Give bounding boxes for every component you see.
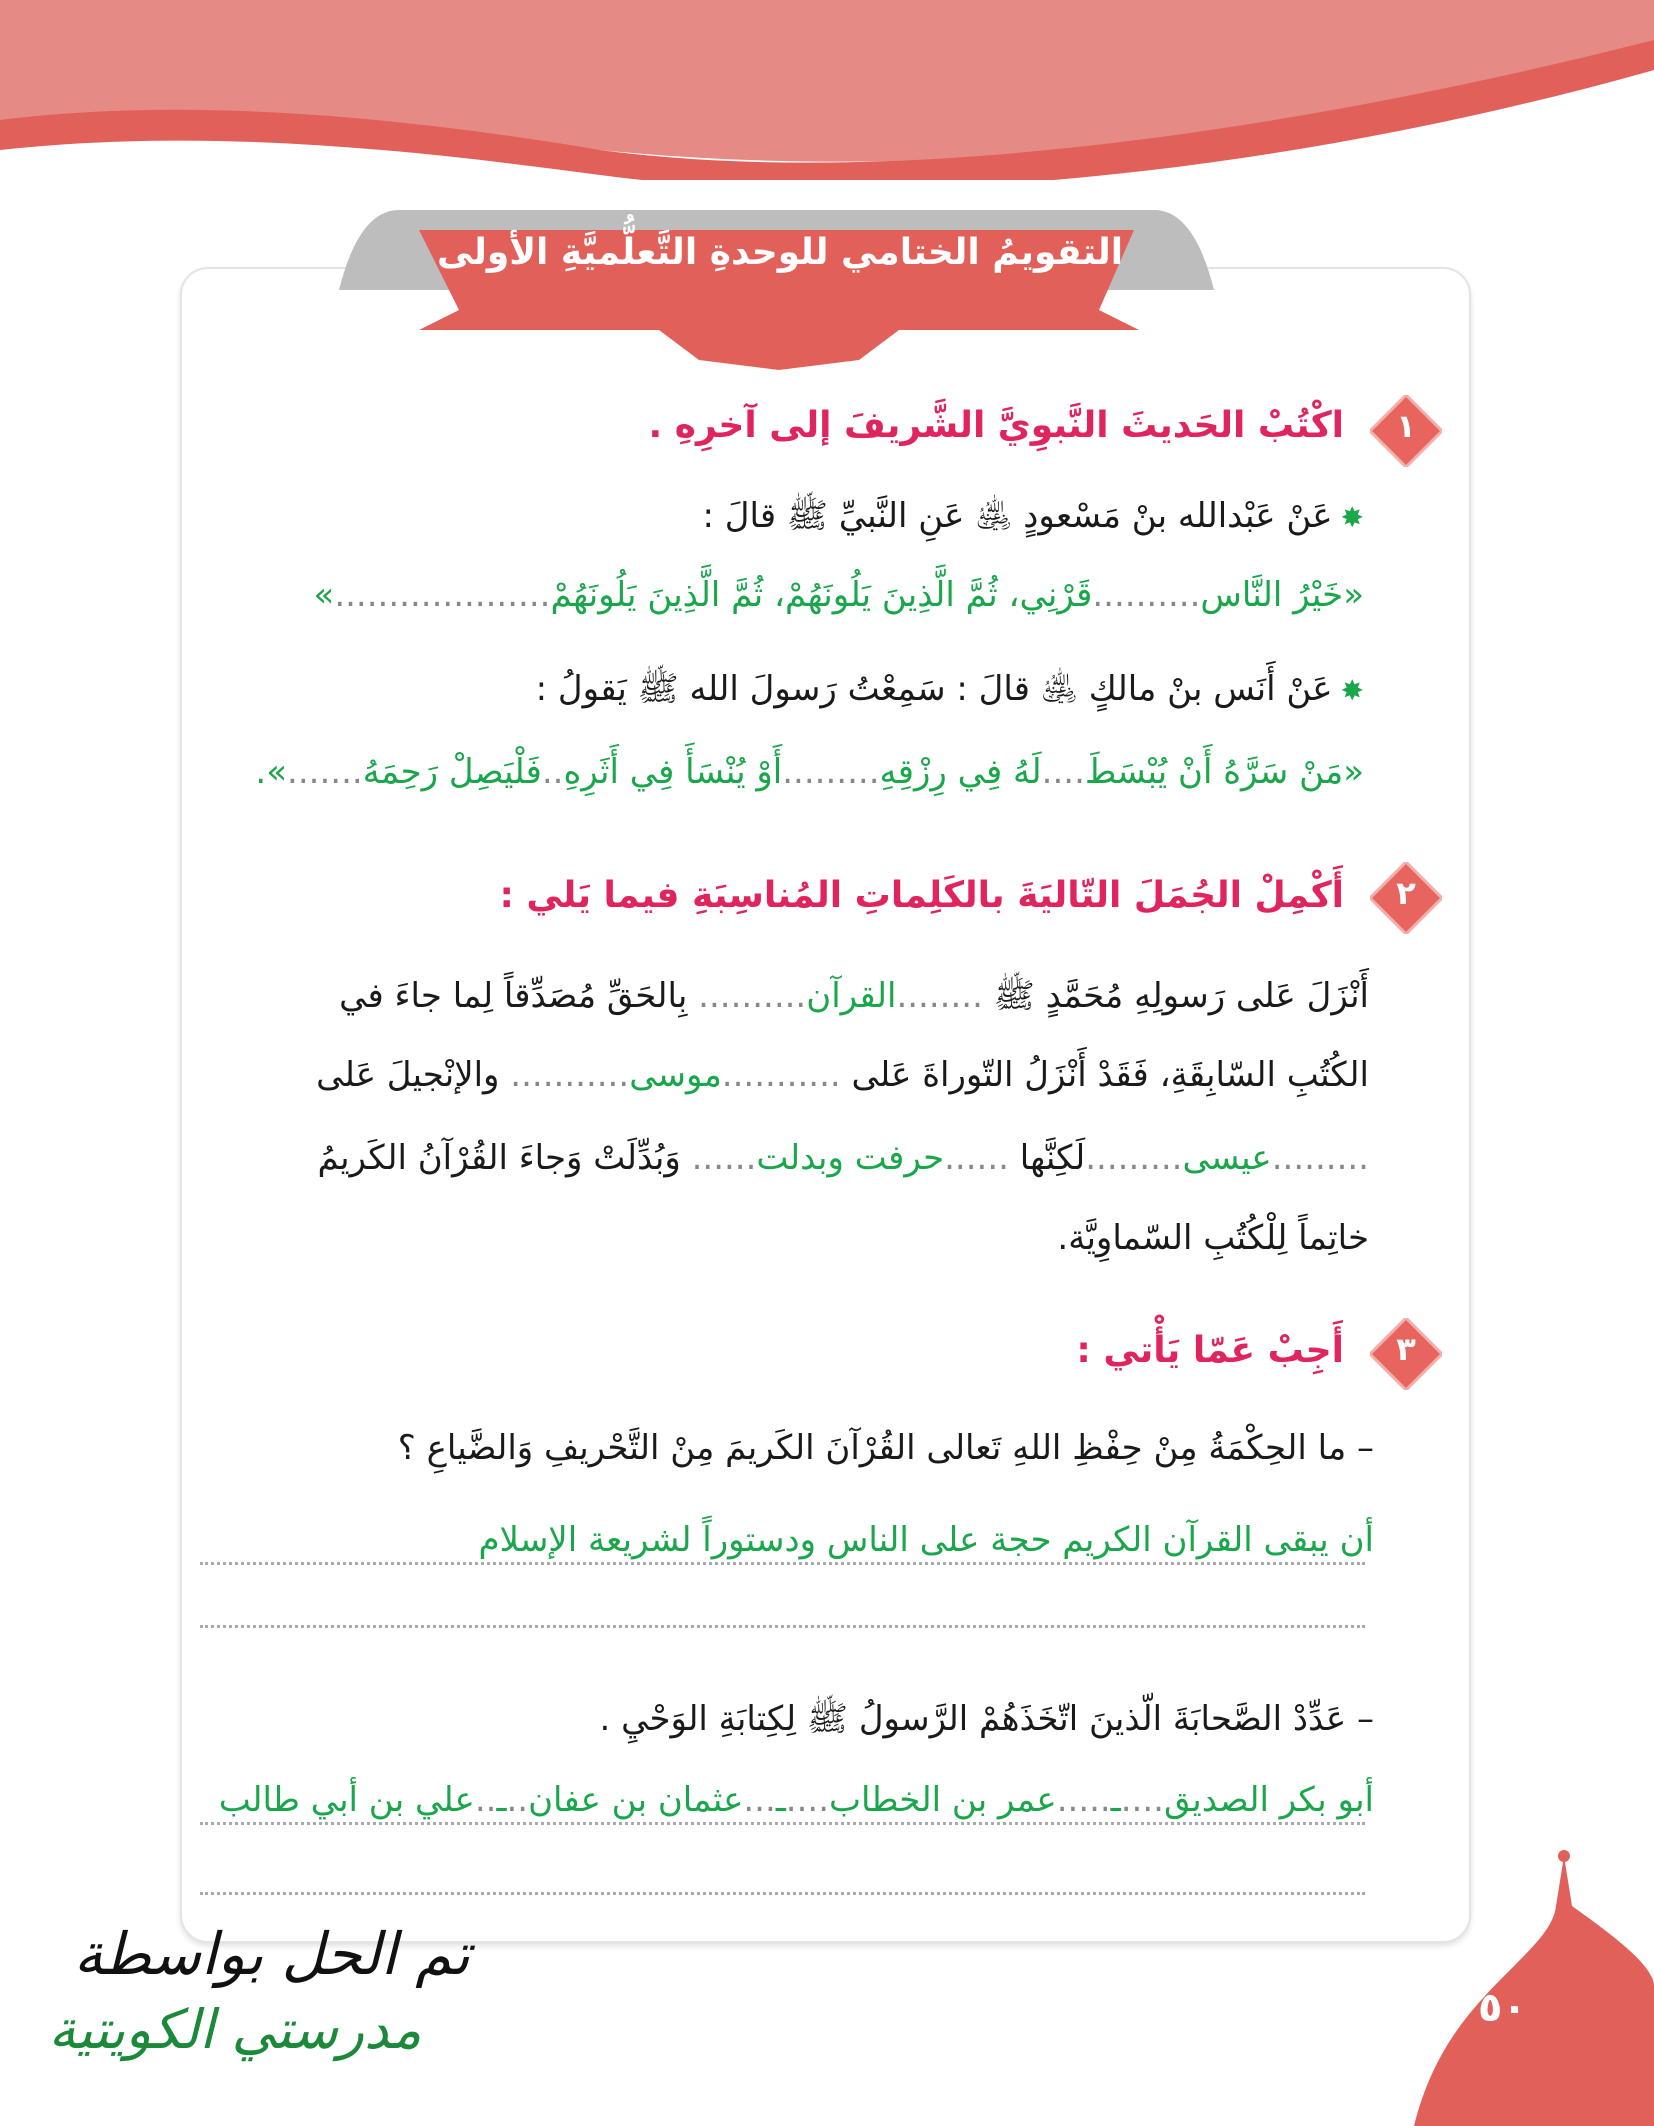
hadith-2-answer-a: لَهُ فِي رِزْقِهِ bbox=[879, 752, 1042, 792]
question-number: ٣ bbox=[1396, 1330, 1416, 1368]
paragraph-line-3: .........عيسى.........لَكِنَّها ......حرفت وبدلت...... وَبُدِّلَتْ وَجاءَ القُرْآنُ الكَريمُ bbox=[317, 1138, 1369, 1178]
star-bullet-icon: ✸ bbox=[1340, 501, 1364, 534]
hadith-2-intro: ✸عَنْ أَنَس بنْ مالكٍ ﵁ قالَ : سَمِعْتُ رَسولَ الله ﷺ يَقولُ : bbox=[535, 669, 1364, 709]
paragraph-line-4: خاتِماً لِلْكُتُبِ السّماوِيَّة. bbox=[1057, 1218, 1369, 1258]
hadith-1-answer: قَرْنِي، ثُمَّ الَّذِينَ يَلُونَهُمْ، ثُمَّ الَّذِينَ يَلُونَهُمْ bbox=[550, 575, 1093, 615]
answer-line bbox=[200, 1822, 1365, 1825]
hadith-1-answer-line[interactable]: «خَيْرُ النَّاس..........قَرْنِي، ثُمَّ الَّذِينَ يَلُونَهُمْ، ثُمَّ الَّذِينَ يَلُونَهُمْ....................» bbox=[313, 575, 1364, 615]
hadith-1-intro: ✸عَنْ عَبْدالله بنْ مَسْعودٍ ﵁ عَنِ النَّبيِّ ﷺ قالَ : bbox=[702, 496, 1364, 536]
paragraph-line-1: أَنْزَلَ عَلى رَسولِهِ مُحَمَّدٍ ﷺ ........القرآن.......... بِالحَقِّ مُصَدِّقاً لِما جاءَ في bbox=[339, 976, 1369, 1016]
paragraph-line-2: الكُتُبِ السّابِقَةِ، فَقَدْ أَنْزَلُ التّوراةَ عَلى ...........موسى........... والإنْجيلَ عَلى bbox=[316, 1055, 1369, 1095]
question-1-prompt: اكْتُبْ الحَديثَ النَّبوِيَّ الشَّريفَ إلى آخرِهِ . bbox=[648, 405, 1344, 446]
solver-signature: تم الحل بواسطة مدرستي الكويتية bbox=[48, 1920, 470, 2061]
sub-question-b: – عَدِّدْ الصَّحابَةَ الّذينَ اتّخَذَهُمْ الرَّسولُ ﷺ لِكِتابَةِ الوَحْيِ . bbox=[599, 1699, 1374, 1739]
decorative-dome-corner bbox=[1414, 1826, 1654, 2126]
page-number: ٥٠ bbox=[1478, 1985, 1527, 2031]
star-bullet-icon: ✸ bbox=[1340, 674, 1364, 707]
sub-question-a: – ما الحِكْمَةُ مِنْ حِفْظِ اللهِ تَعالى القُرْآنَ الكَريمَ مِنْ التَّحْريفِ وَالضَّياعِ ؟ bbox=[397, 1428, 1374, 1468]
answer-a[interactable]: أن يبقى القرآن الكريم حجة على الناس ودستوراً لشريعة الإسلام bbox=[478, 1520, 1374, 1560]
question-number: ١ bbox=[1396, 407, 1416, 445]
answer-b[interactable]: أبو بكر الصديق....ـ.....عمر بن الخطاب....ـ...عثمان بن عفان..ـ..علي بن أبي طالب bbox=[218, 1780, 1374, 1820]
blank-answer-4[interactable]: حرفت وبدلت bbox=[756, 1138, 945, 1178]
answer-line bbox=[200, 1892, 1365, 1895]
answer-line bbox=[200, 1562, 1365, 1565]
hadith-2-answer-b: فَلْيَصِلْ رَحِمَهُ bbox=[362, 752, 542, 792]
question-number: ٢ bbox=[1396, 874, 1416, 912]
page-title: التقويمُ الختامي للوحدةِ التَّعلُّميَّةِ الأولى bbox=[436, 232, 1124, 273]
blank-answer-1[interactable]: القرآن bbox=[806, 976, 897, 1016]
answer-line bbox=[200, 1625, 1365, 1628]
blank-answer-3[interactable]: عيسى bbox=[1182, 1138, 1272, 1178]
decorative-top-band bbox=[0, 0, 1654, 180]
hadith-2-answer-line[interactable]: «مَنْ سَرَّهُ أَنْ يُبْسَطَ....لَهُ فِي رِزْقِهِ.........أَوْ يُنْسَأَ فِي أَثَرِهِ..فَلْيَصِلْ رَحِمَهُ.......». bbox=[255, 752, 1364, 792]
question-2-prompt: أَكْمِلْ الجُمَلَ التّاليَةَ بالكَلِماتِ المُناسِبَةِ فيما يَلي : bbox=[499, 875, 1344, 916]
question-3-prompt: أَجِبْ عَمّا يَأْتي : bbox=[1076, 1330, 1344, 1371]
blank-answer-2[interactable]: موسى bbox=[629, 1055, 722, 1095]
